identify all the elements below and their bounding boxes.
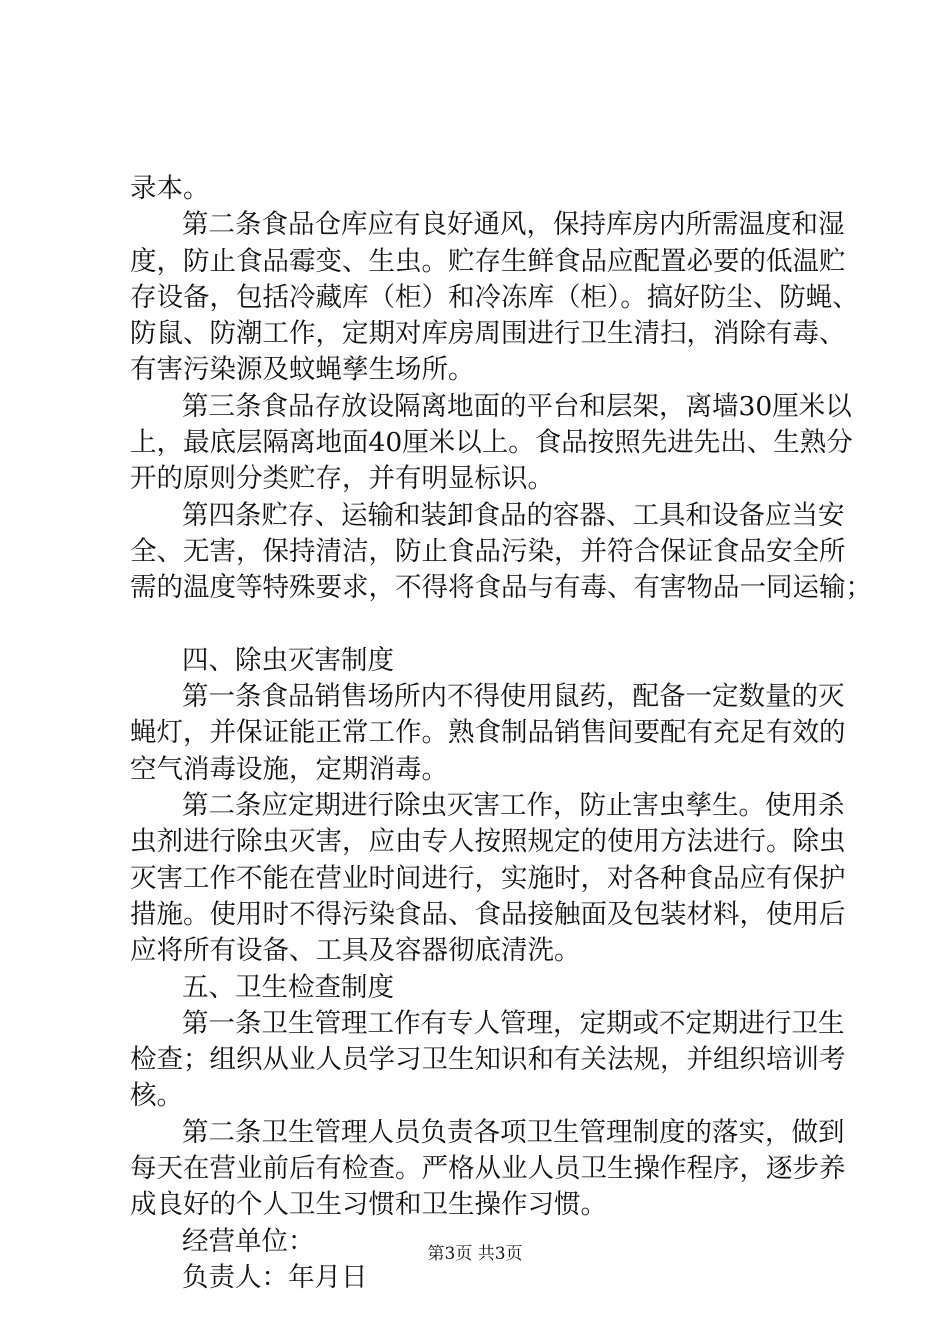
- text-line: 检查；组织从业人员学习卫生知识和有关法规，并组织培训考: [130, 1044, 846, 1076]
- text-line: 每天在营业前后有检查。严格从业人员卫生操作程序，逐步养: [130, 1153, 846, 1185]
- article-4-line: 第四条贮存、运输和装卸食品的容器、工具和设备应当安: [182, 499, 845, 531]
- article-1-line: 第一条食品销售场所内不得使用鼠药，配备一定数量的灭: [182, 681, 845, 713]
- business-unit-label: 经营单位：: [182, 1225, 315, 1257]
- text-line: 成良好的个人卫生习惯和卫生操作习惯。: [130, 1189, 607, 1221]
- text-line: 全、无害，保持清洁，防止食品污染，并符合保证食品安全所: [130, 535, 846, 567]
- text-line: 防鼠、防潮工作，定期对库房周围进行卫生清扫，消除有毒、: [130, 318, 846, 350]
- text-line: 应将所有设备、工具及容器彻底清洗。: [130, 935, 581, 967]
- text-line: 度，防止食品霉变、生虫。贮存生鲜食品应配置必要的低温贮: [130, 245, 846, 277]
- text-line: 有害污染源及蚊蝇孳生场所。: [130, 354, 475, 386]
- article-1-line: 第一条卫生管理工作有专人管理，定期或不定期进行卫生: [182, 1007, 845, 1039]
- text-line: 蝇灯，并保证能正常工作。熟食制品销售间要配有充足有效的: [130, 717, 846, 749]
- article-2-line: 第二条应定期进行除虫灭害工作，防止害虫孳生。使用杀: [182, 790, 845, 822]
- responsible-person-label: 负责人：年月日: [182, 1261, 368, 1293]
- text-line: 存设备，包括冷藏库（柜）和冷冻库（柜）。搞好防尘、防蝇、: [130, 281, 859, 313]
- text-line: 录本。: [130, 173, 210, 204]
- text-line: 上，最底层隔离地面40厘米以上。食品按照先进先出、生熟分: [130, 427, 853, 459]
- document-body: [130, 171, 872, 1296]
- blank-line: [130, 607, 840, 643]
- text-line: 空气消毒设施，定期消毒。: [130, 753, 448, 785]
- text-line: 开的原则分类贮存，并有明显标识。: [130, 463, 554, 495]
- article-2-line: 第二条卫生管理人员负责各项卫生管理制度的落实，做到: [182, 1116, 845, 1148]
- page-number-footer: 第3页 共3页: [427, 1244, 523, 1264]
- text-line: 措施。使用时不得污染食品、食品接触面及包装材料，使用后: [130, 898, 846, 930]
- text-line: 灭害工作不能在营业时间进行，实施时，对各种食品应有保护: [130, 862, 846, 894]
- section-heading-pest-control: 四、除虫灭害制度: [182, 644, 394, 676]
- section-heading-hygiene-inspection: 五、卫生检查制度: [182, 971, 394, 1003]
- article-3-line: 第三条食品存放设隔离地面的平台和层架，离墙30厘米以: [182, 390, 852, 422]
- article-2-line: 第二条食品仓库应有良好通风，保持库房内所需温度和湿: [182, 209, 845, 241]
- text-line: 核。: [130, 1080, 183, 1112]
- text-line: 虫剂进行除虫灭害，应由专人按照规定的使用方法进行。除虫: [130, 826, 846, 858]
- text-line: 需的温度等特殊要求，不得将食品与有毒、有害物品一同运输；: [130, 572, 872, 604]
